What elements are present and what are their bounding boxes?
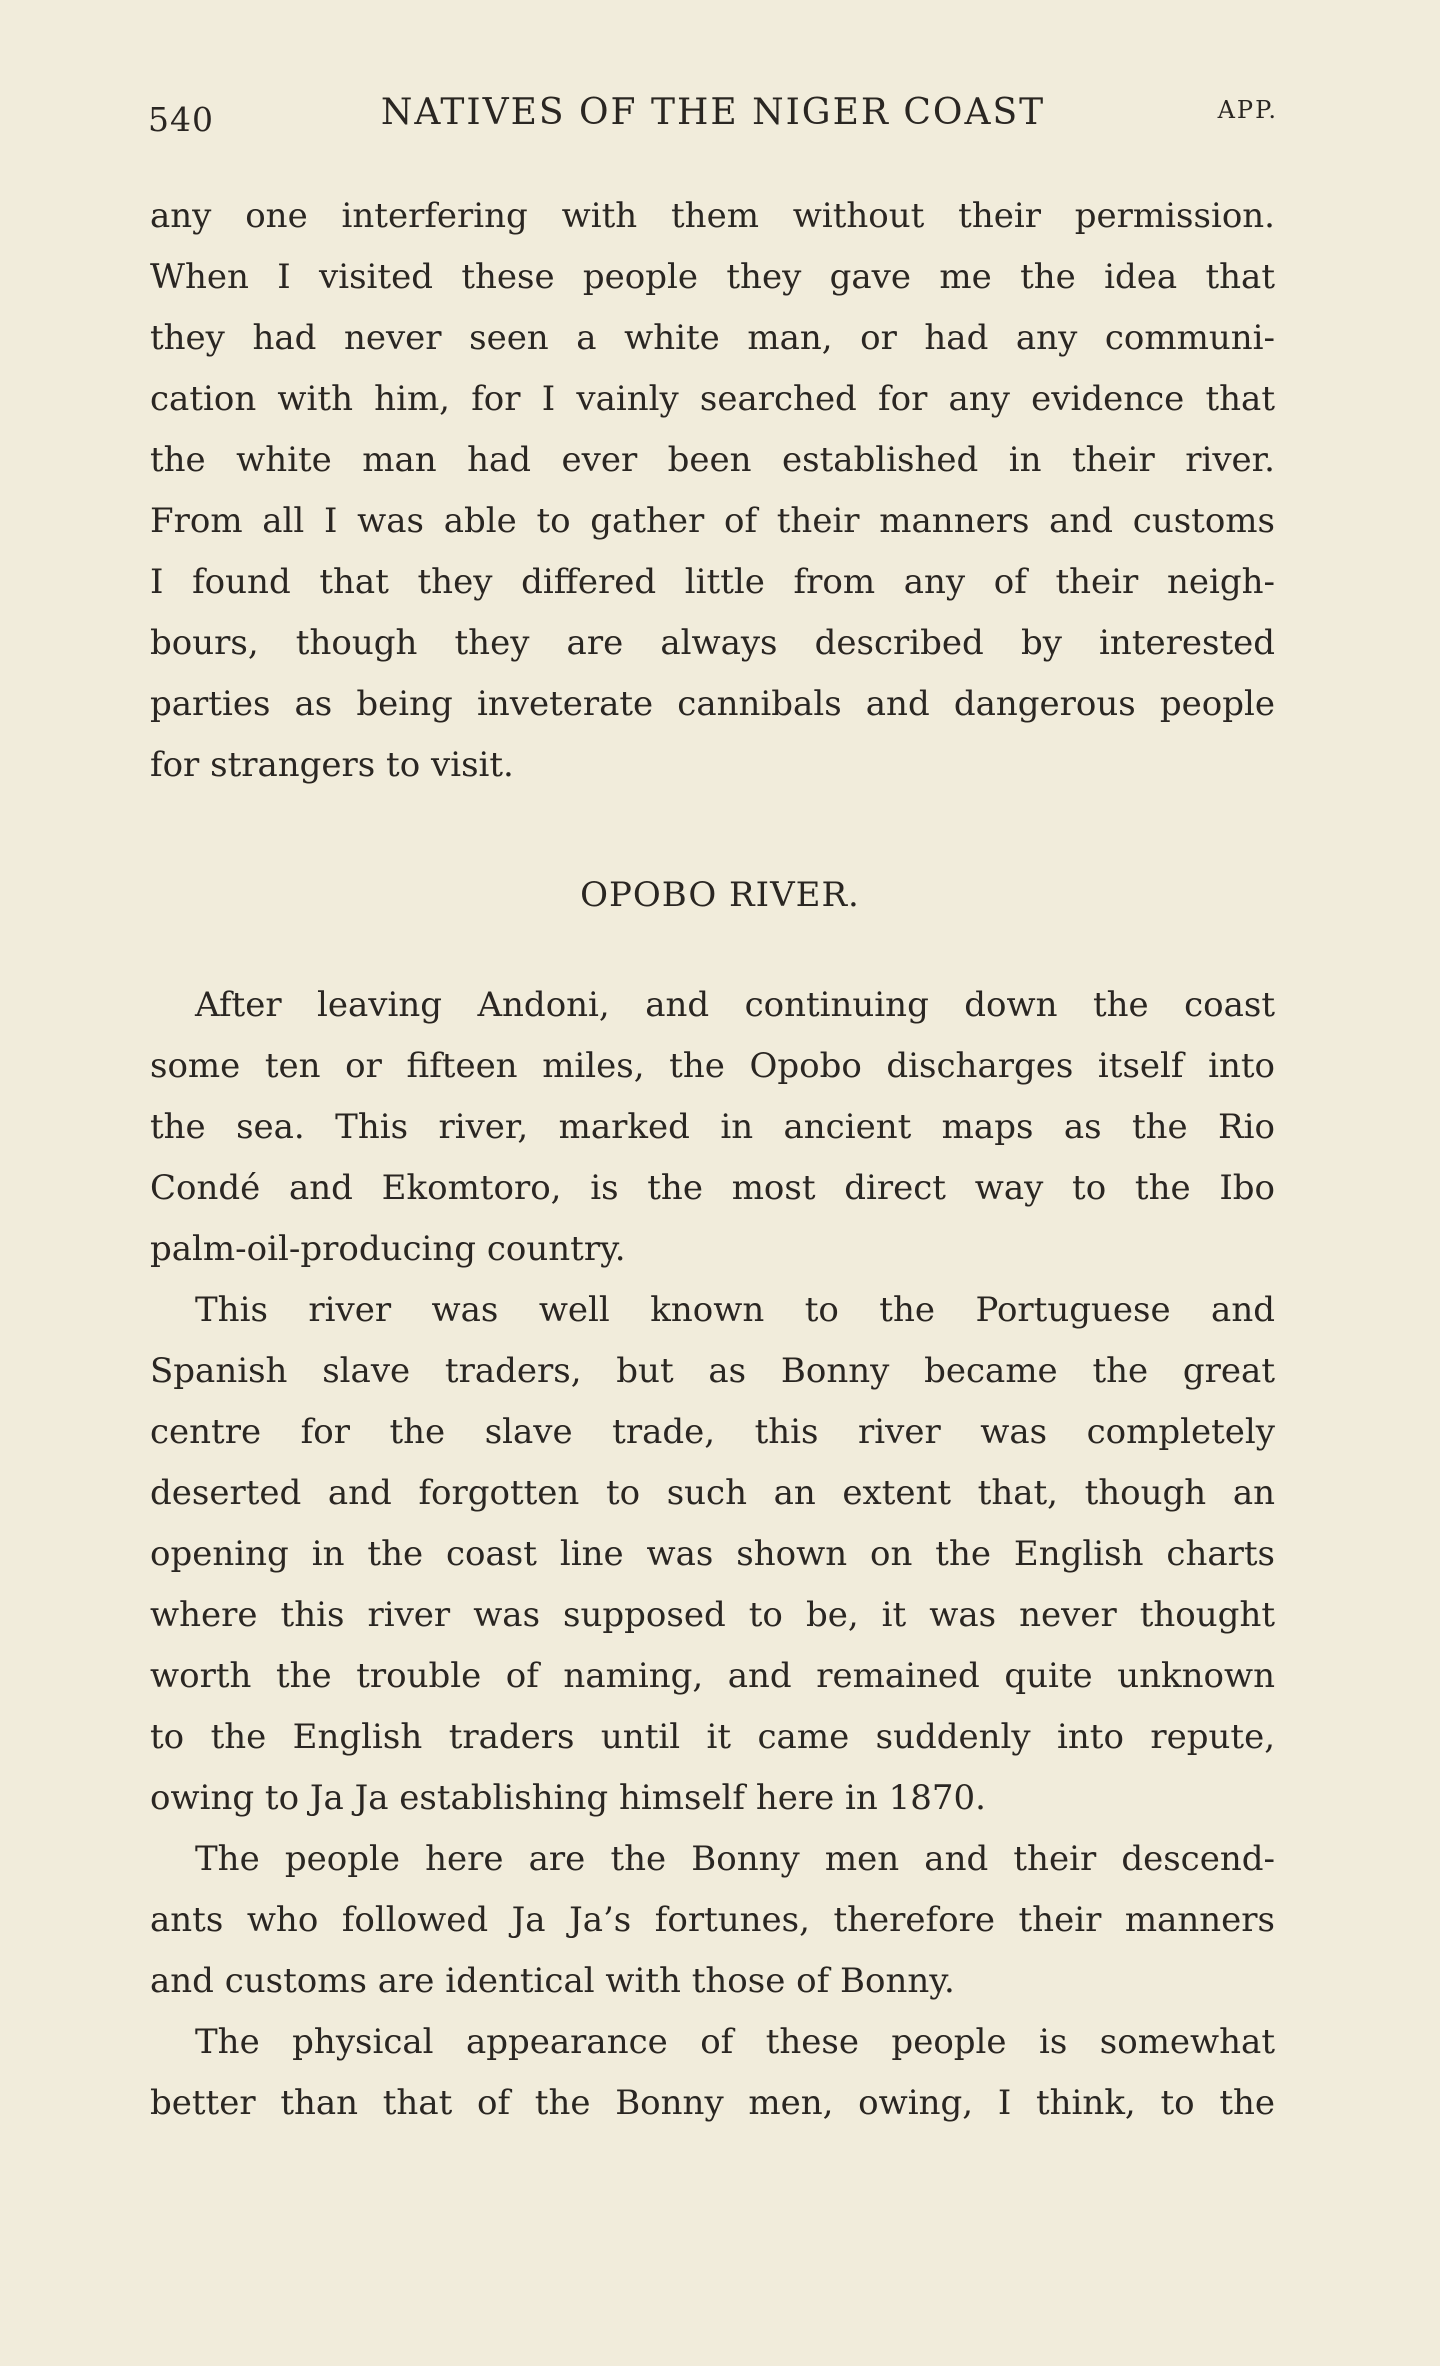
text-line: the white man had ever been established in their river. <box>150 440 1275 480</box>
text-line: opening in the coast line was shown on the English charts <box>150 1534 1275 1574</box>
text-line: cation with him, for I vainly searched for any evidence that <box>150 379 1275 419</box>
section-body <box>150 975 1275 2134</box>
text-line: any one interfering with them without their permission. <box>150 196 1275 236</box>
section-mark: APP. <box>1217 96 1278 124</box>
text-line: When I visited these people they gave me the idea that <box>150 257 1275 297</box>
running-head <box>148 92 1278 152</box>
text-line: Condé and Ekomtoro, is the most direct way to the Ibo <box>150 1168 1275 1208</box>
page-number: 540 <box>148 100 214 139</box>
text-line: better than that of the Bonny men, owing, I think, to the <box>150 2083 1275 2123</box>
text-line: and customs are identical with those of Bonny. <box>150 1961 955 2001</box>
text-line: the sea. This river, marked in ancient maps as the Rio <box>150 1107 1275 1147</box>
text-line: owing to Ja Ja establishing himself here in 1870. <box>150 1778 986 1818</box>
paragraph-continued <box>150 186 1275 796</box>
text-line: parties as being inveterate cannibals and dangerous people <box>150 684 1275 724</box>
text-line: bours, though they are always described by interested <box>150 623 1275 663</box>
text-line: palm-oil-producing country. <box>150 1229 626 1269</box>
section-heading: OPOBO RIVER. <box>580 875 860 915</box>
text-line: they had never seen a white man, or had any communi- <box>150 318 1275 358</box>
text-line: to the English traders until it came suddenly into repute, <box>150 1717 1275 1757</box>
text-line: centre for the slave trade, this river was completely <box>150 1412 1275 1452</box>
text-line: The physical appearance of these people is somewhat <box>195 2022 1275 2062</box>
text-line: for strangers to visit. <box>150 745 514 785</box>
text-line: From all I was able to gather of their manners and customs <box>150 501 1275 541</box>
text-line: After leaving Andoni, and continuing down the coast <box>195 985 1275 1025</box>
text-line: The people here are the Bonny men and their descend- <box>195 1839 1275 1879</box>
text-line: This river was well known to the Portuguese and <box>195 1290 1275 1330</box>
text-line: ants who followed Ja Ja’s fortunes, therefore their manners <box>150 1900 1275 1940</box>
text-line: worth the trouble of naming, and remained quite unknown <box>150 1656 1275 1696</box>
text-line: some ten or fifteen miles, the Opobo discharges itself into <box>150 1046 1275 1086</box>
running-title: NATIVES OF THE NIGER COAST <box>380 92 1046 133</box>
text-line: Spanish slave traders, but as Bonny became the great <box>150 1351 1275 1391</box>
text-line: I found that they differed little from any of their neigh- <box>150 562 1275 602</box>
text-line: deserted and forgotten to such an extent that, though an <box>150 1473 1275 1513</box>
text-line: where this river was supposed to be, it was never thought <box>150 1595 1275 1635</box>
